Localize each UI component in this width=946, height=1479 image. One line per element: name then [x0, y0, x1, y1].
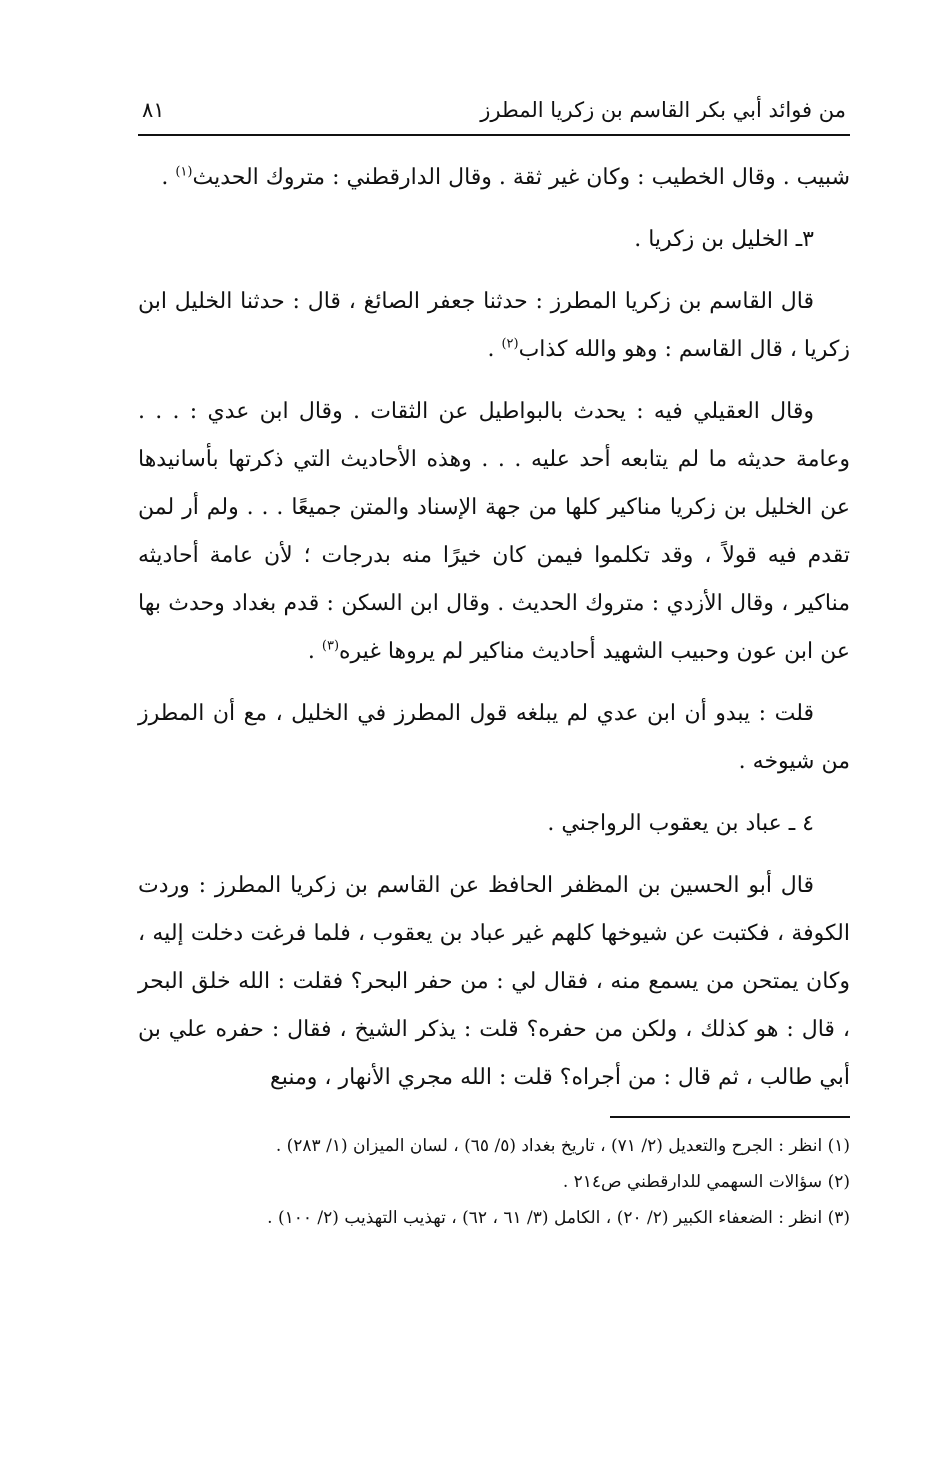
running-title: من فوائد أبي بكر القاسم بن زكريا المطرز: [480, 98, 846, 122]
footnote-ref-3: (٣): [321, 638, 340, 654]
footnote-2: (٢) سؤالات السهمي للدارقطني ص٢١٤ .: [562, 1172, 850, 1192]
footnote-ref-2: (٢): [501, 336, 519, 352]
paragraph-7: قال أبو الحسين بن المظفر الحافظ عن القاسم بن زكريا المطرز : وردت الكوفة ، فكتبت عن شيوخها كلهم غير عباد بن يعقوب ، فلما فرغت دخلت إليه ، وكان يمتحن من يسمع منه ، فقال لي : من حفر البحر؟ فقلت : الله خلق البحر ، قال : هو كذلك ، ولكن من حفره؟ قلت : يذكر الشيخ ، فقال : حفره علي بن أبي طالب ، ثم قال : من أجراه؟ قلت : الله مجري الأنهار ، ومنبع: [138, 873, 850, 1090]
running-header: [138, 92, 850, 136]
footnote-ref-1: (١): [175, 164, 193, 180]
section-heading-abbad: ٤ ـ عباد بن يعقوب الرواجني .: [547, 811, 814, 836]
paragraph-3: قال القاسم بن زكريا المطرز : حدثنا جعفر الصائغ ، قال : حدثنا الخليل ابن زكريا ، قال القاسم : وهو والله كذاب$^{(٢)}$ .: [138, 289, 850, 362]
footnote-divider: [610, 1116, 850, 1118]
main-text: [138, 154, 850, 1102]
paragraph-4: وقال العقيلي فيه : يحدث بالبواطيل عن الثقات . وقال ابن عدي : . . . وعامة حديثه ما لم يتابعه أحد عليه . . . وهذه الأحاديث التي ذكرتها بأسانيدها عن الخليل بن زكريا مناكير كلها من جهة الإسناد والمتن جميعًا . . . ولم أر لمن تقدم فيه قولاً ، وقد تكلموا فيمن كان خيرًا منه بدرجات ؛ لأن عامة أحاديثه مناكير ، وقال الأزدي : متروك الحديث . وقال ابن السكن : قدم بغداد وحدث بها عن ابن عون وحبيب الشهيد أحاديث مناكير لم يروها غيره$^{(٣)}$ .: [138, 399, 850, 664]
footnote-3: (٣) انظر : الضعفاء الكبير (٢/ ٢٠) ، الكامل (٣/ ٦١ ، ٦٢) ، تهذيب التهذيب (٢/ ١٠٠) .: [267, 1208, 850, 1228]
book-page: [138, 92, 850, 1236]
footnotes: [138, 1128, 850, 1236]
paragraph-5: قلت : يبدو أن ابن عدي لم يبلغه قول المطرز في الخليل ، مع أن المطرز من شيوخه .: [138, 701, 850, 774]
section-heading-khalil: ٣ـ الخليل بن زكريا .: [634, 227, 814, 252]
footnote-1: (١) انظر : الجرح والتعديل (٢/ ٧١) ، تاريخ بغداد (٥/ ٦٥) ، لسان الميزان (١/ ٢٨٣) .: [275, 1136, 850, 1156]
paragraph-1: شبيب . وقال الخطيب : وكان غير ثقة . وقال الدارقطني : متروك الحديث$^{(١)}$ .: [161, 164, 850, 190]
page-number: ٨١: [142, 98, 165, 122]
